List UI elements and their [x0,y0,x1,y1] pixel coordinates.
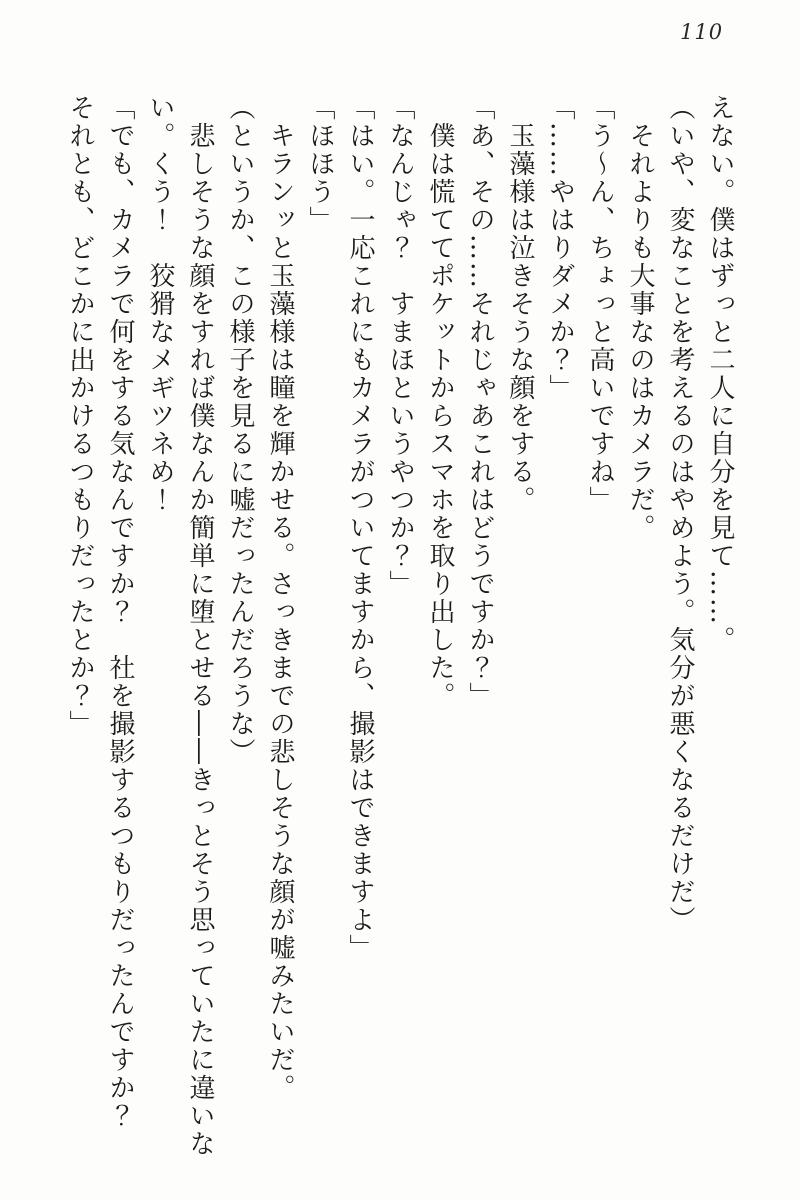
body-text [60,94,740,1162]
paragraph-1: えない。僕はずっと二人に自分を見て……。 [705,94,735,654]
paragraph-5: 「……やはりダメか？」 [545,94,575,402]
paragraph-8: 僕は慌ててポケットからスマホを取り出した。 [425,122,455,710]
paragraph-13: （というか、この様子を見るに嘘だったんだろうな） [225,94,255,766]
paragraph-6: 玉藻様は泣きそうな顔をする。 [505,122,535,514]
paragraph-2: （いや、変なことを考えるのはやめよう。気分が悪くなるだけだ） [665,94,695,934]
paragraph-9: 「なんじゃ？ すまほというやつか？」 [385,94,415,598]
paragraph-10: 「はい。一応これにもカメラがついてますから、撮影はできますよ」 [345,94,375,962]
paragraph-3: それよりも大事なのはカメラだ。 [625,122,655,542]
paragraph-4: 「う〜ん、ちょっと高いですね」 [585,94,615,514]
paragraph-11: 「ほほう」 [305,94,335,234]
paragraph-14: 悲しそうな顔をすれば僕なんか簡単に堕とせる――きっとそう思っていたに違いない。くう！ 狡猾なメギツネめ！ [145,94,215,1158]
paragraph-12: キランッと玉藻様は瞳を輝かせる。さっきまでの悲しそうな顔が嘘みたいだ。 [265,122,295,1102]
paragraph-15: 「でも、カメラで何をする気なんですか？ 社を撮影するつもりだったんですか？ それとも、どこかに出かけるつもりだったとか？」 [65,94,135,1158]
page-number: 110 [680,20,724,44]
paragraph-7: 「あ、その……それじゃあこれはどうですか？」 [465,94,495,710]
